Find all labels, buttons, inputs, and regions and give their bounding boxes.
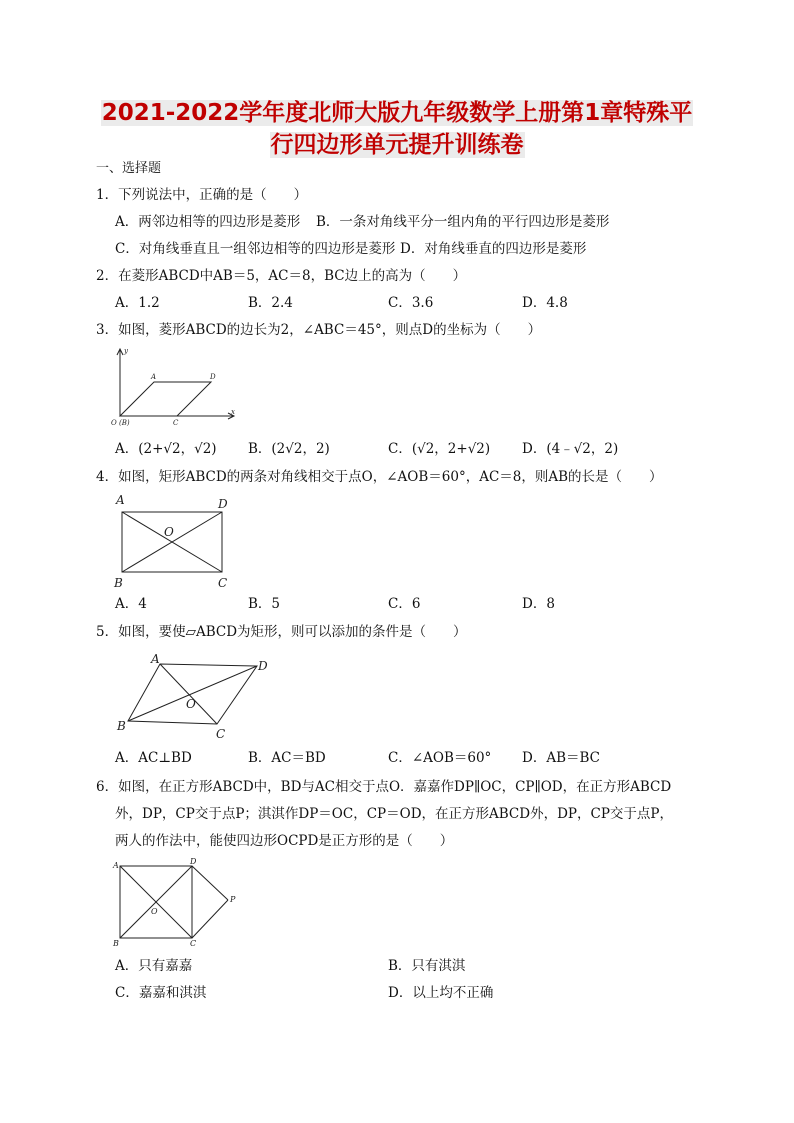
q4-stem: 4．如图，矩形ABCD的两条对角线相交于点O，∠AOB＝60°，AC＝8，则AB的长是（ ）	[96, 469, 663, 485]
q6-option-a: A．只有嘉嘉	[115, 958, 193, 974]
q3-label-a: A	[151, 373, 157, 381]
q2-option-a: A．1.2	[115, 295, 160, 311]
page-title	[0, 97, 794, 161]
q1-option-a: A．两邻边相等的四边形是菱形	[115, 214, 301, 230]
q6-stem-line-2: 外，DP，CP交于点P；淇淇作DP＝OC，CP＝OD，在正方形ABCD外，DP，CP交于点P，	[115, 806, 673, 822]
q3-label-x: x	[231, 408, 235, 416]
q6-label-c: C	[190, 939, 197, 948]
q5-label-c: C	[216, 727, 226, 741]
q4-option-d: D．8	[522, 596, 555, 612]
q5-diagonal-ac	[160, 664, 217, 724]
q6-stem-line-1: 6．如图，在正方形ABCD中，BD与AC相交于点O．嘉嘉作DP∥OC，CP∥OD，在正方形ABCD	[96, 779, 672, 795]
q5-stem: 5．如图，要使▱ABCD为矩形，则可以添加的条件是（ ）	[96, 624, 467, 640]
q1-option-d: D．对角线垂直的四边形是菱形	[400, 241, 587, 257]
q6-option-b: B．只有淇淇	[388, 958, 466, 974]
q5-label-a: A	[151, 652, 160, 666]
q6-segment-cp	[192, 900, 228, 938]
q2-stem: 2．在菱形ABCD中AB＝5，AC＝8，BC边上的高为（ ）	[96, 268, 467, 284]
q4-option-b: B．5	[248, 596, 281, 612]
q3-option-b: B．(2√2，2)	[248, 441, 330, 457]
q4-label-d: D	[218, 497, 228, 511]
q3-option-d: D．(4﹣√2，2)	[522, 441, 619, 457]
q5-label-o: O	[186, 697, 196, 711]
q3-label-o: O (B)	[111, 419, 130, 427]
q3-label-y: y	[124, 347, 128, 355]
q1-option-c: C．对角线垂直且一组邻边相等的四边形是菱形	[115, 241, 396, 257]
q3-label-c: C	[173, 419, 179, 427]
q4-label-o: O	[164, 525, 174, 539]
q5-option-a: A．AC⊥BD	[115, 750, 192, 766]
title-line-2: 行四边形单元提升训练卷	[270, 132, 524, 158]
q4-label-c: C	[218, 576, 228, 590]
q6-option-d: D．以上均不正确	[388, 985, 494, 1001]
q2-option-b: B．2.4	[248, 295, 293, 311]
title-line-1: 2021-2022学年度北师大版九年级数学上册第1章特殊平	[101, 100, 693, 126]
q6-option-c: C．嘉嘉和淇淇	[115, 985, 207, 1001]
q6-label-b: B	[113, 939, 119, 948]
q3-option-a: A．(2+√2，√2)	[115, 441, 217, 457]
q1-option-b: B．一条对角线平分一组内角的平行四边形是菱形	[316, 214, 610, 230]
q4-option-a: A．4	[115, 596, 147, 612]
q6-segment-dp	[192, 866, 228, 900]
q6-label-a: A	[113, 861, 119, 870]
q5-label-b: B	[117, 719, 126, 733]
q2-option-d: D．4.8	[522, 295, 568, 311]
q6-stem-line-3: 两人的作法中，能使四边形OCPD是正方形的是（ ）	[115, 833, 454, 849]
q6-label-p: P	[230, 895, 236, 904]
q4-rectangle-figure	[110, 490, 240, 590]
q5-option-c: C．∠AOB＝60°	[388, 750, 492, 766]
q5-parallelogram-figure	[110, 648, 280, 744]
q3-option-c: C．(√2，2+√2)	[388, 441, 491, 457]
q4-option-c: C．6	[388, 596, 421, 612]
q5-option-d: D．AB＝BC	[522, 750, 600, 766]
q4-label-b: B	[114, 576, 123, 590]
q3-rhombus	[120, 382, 211, 416]
q5-label-d: D	[258, 659, 268, 673]
q6-label-o: O	[151, 907, 158, 916]
section-heading: 一、选择题	[96, 161, 162, 176]
q3-label-d: D	[210, 373, 216, 381]
q4-label-a: A	[116, 493, 125, 507]
q5-option-b: B．AC＝BD	[248, 750, 326, 766]
q6-label-d: D	[190, 857, 197, 866]
q2-option-c: C．3.6	[388, 295, 434, 311]
q1-stem: 1．下列说法中，正确的是（ ）	[96, 187, 308, 203]
q6-square-figure	[110, 856, 250, 948]
q3-stem: 3．如图，菱形ABCD的边长为2，∠ABC＝45°，则点D的坐标为（ ）	[96, 322, 542, 338]
q3-rhombus-figure	[110, 344, 240, 428]
